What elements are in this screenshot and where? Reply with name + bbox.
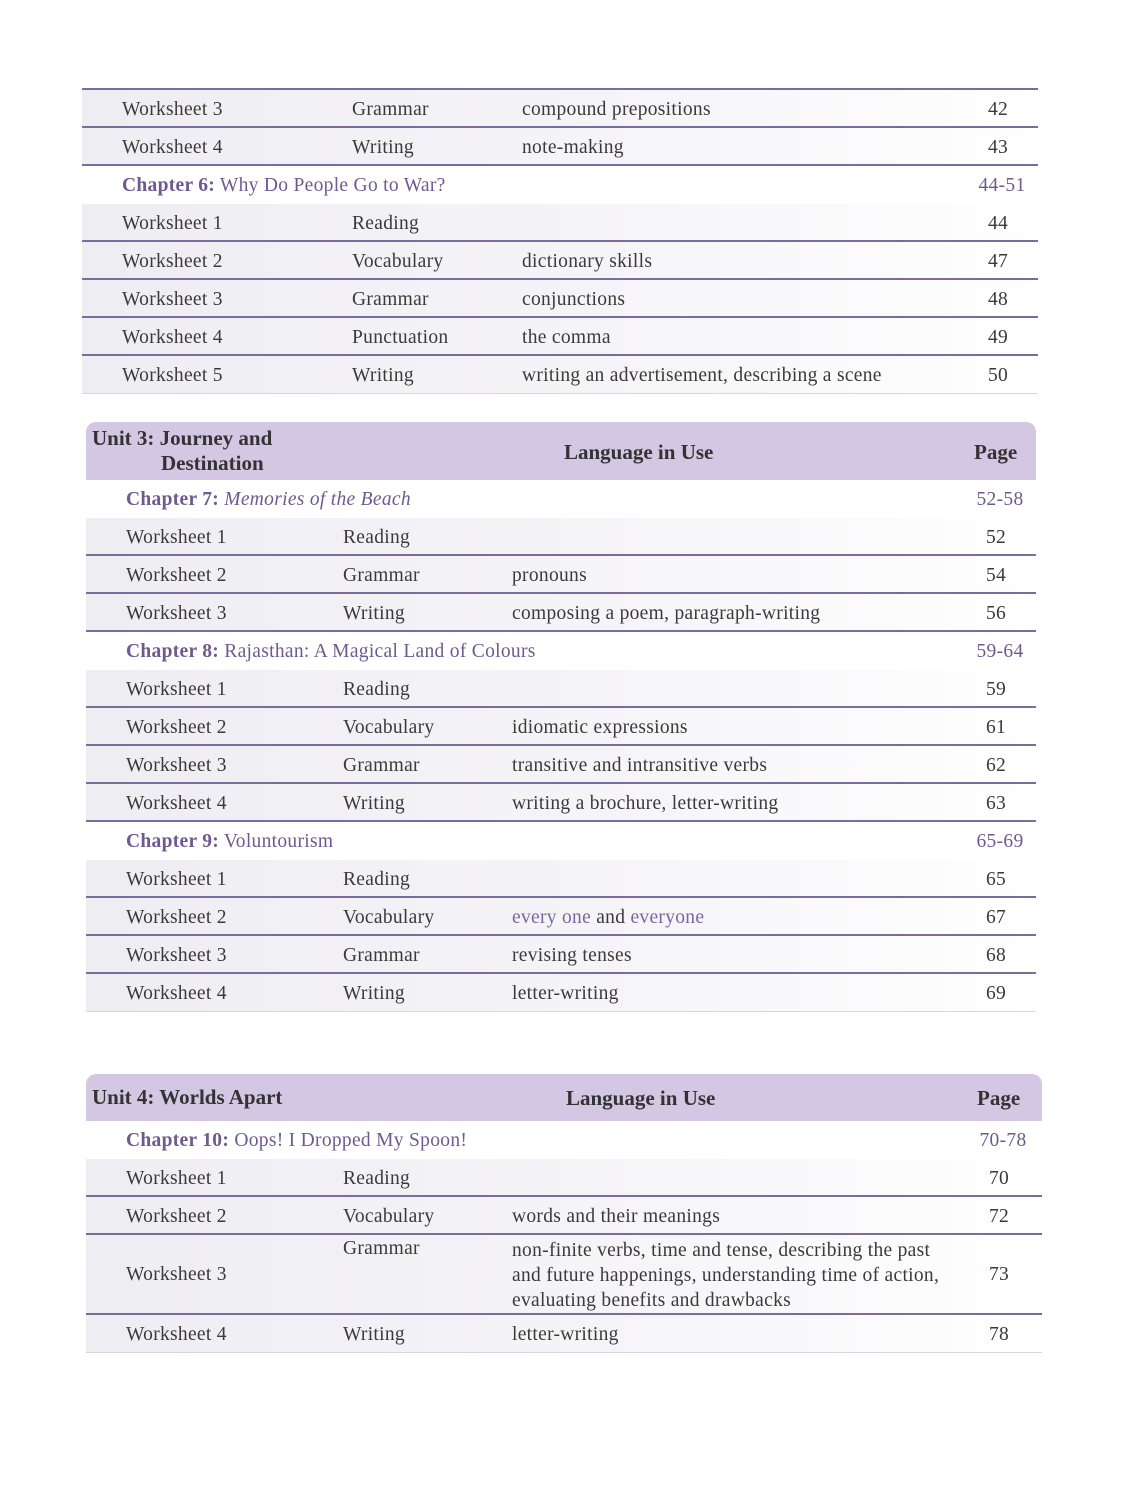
worksheet-label: Worksheet 3 — [126, 603, 227, 624]
worksheet-label: Worksheet 2 — [122, 251, 223, 272]
skill: Reading — [343, 679, 411, 700]
worksheet-label: Worksheet 1 — [126, 1168, 227, 1189]
page-number: 78 — [988, 1324, 1010, 1345]
topic: transitive and intransitive verbs — [512, 755, 768, 776]
worksheet-row[interactable] — [86, 556, 1036, 594]
worksheet-row[interactable] — [86, 594, 1036, 632]
skill: Writing — [343, 793, 405, 814]
page-number: 69 — [985, 983, 1007, 1004]
chapter-title: Memories of the Beach — [224, 489, 411, 510]
page-number: 52 — [985, 527, 1007, 548]
chapter-heading — [126, 1130, 467, 1152]
skill: Writing — [343, 983, 405, 1004]
worksheet-label: Worksheet 3 — [126, 945, 227, 966]
page-range: 70-78 — [979, 1130, 1027, 1151]
skill: Reading — [343, 527, 411, 548]
chapter-heading — [126, 641, 536, 663]
topic: revising tenses — [512, 945, 632, 966]
skill: Writing — [352, 137, 414, 158]
unit-title-line2: Destination — [161, 451, 264, 475]
table-header — [86, 1074, 1042, 1121]
worksheet-row[interactable] — [82, 242, 1038, 280]
skill: Reading — [352, 213, 420, 234]
unit-title — [92, 426, 272, 476]
worksheet-label: Worksheet 1 — [122, 213, 223, 234]
skill: Writing — [352, 365, 414, 386]
chapter-row[interactable] — [86, 822, 1036, 860]
chapter-row[interactable] — [86, 632, 1036, 670]
worksheet-label: Worksheet 2 — [126, 565, 227, 586]
topic — [512, 907, 704, 929]
chapter-number: Chapter 6: — [122, 175, 216, 196]
worksheet-row[interactable] — [82, 318, 1038, 356]
page-number: 61 — [985, 717, 1007, 738]
toc-section-unit3 — [86, 422, 1036, 1012]
language-in-use-heading: Language in Use — [564, 440, 714, 464]
topic: words and their meanings — [512, 1206, 721, 1227]
page-number: 68 — [985, 945, 1007, 966]
chapter-row[interactable] — [82, 166, 1038, 204]
topic: note-making — [522, 137, 624, 158]
worksheet-row[interactable] — [82, 356, 1038, 394]
topic-highlight: everyone — [630, 907, 705, 928]
chapter-number: Chapter 9: — [126, 831, 220, 852]
topic: dictionary skills — [522, 251, 653, 272]
skill: Reading — [343, 869, 411, 890]
worksheet-label: Worksheet 4 — [122, 137, 223, 158]
page-range: 65-69 — [976, 831, 1024, 852]
worksheet-label: Worksheet 4 — [122, 327, 223, 348]
worksheet-row[interactable] — [86, 1197, 1042, 1235]
skill: Writing — [343, 1324, 405, 1345]
page-range: 59-64 — [976, 641, 1024, 662]
page-number: 54 — [985, 565, 1007, 586]
worksheet-row[interactable] — [86, 708, 1036, 746]
page-number: 50 — [987, 365, 1009, 386]
toc-section-unit4 — [86, 1074, 1042, 1353]
page-heading: Page — [977, 1086, 1021, 1110]
worksheet-label: Worksheet 3 — [126, 755, 227, 776]
page-number: 62 — [985, 755, 1007, 776]
page-number: 49 — [987, 327, 1009, 348]
chapter-heading — [126, 831, 333, 853]
topic: compound prepositions — [522, 99, 711, 120]
skill: Vocabulary — [352, 251, 444, 272]
chapter-title: Why Do People Go to War? — [219, 175, 446, 196]
worksheet-row[interactable] — [86, 898, 1036, 936]
page-number: 42 — [987, 99, 1009, 120]
worksheet-label: Worksheet 2 — [126, 907, 227, 928]
skill: Grammar — [352, 289, 429, 310]
chapter-title: Voluntourism — [223, 831, 334, 852]
chapter-title: Rajasthan: A Magical Land of Colours — [224, 641, 536, 662]
worksheet-row[interactable] — [82, 90, 1038, 128]
worksheet-row[interactable] — [86, 670, 1036, 708]
worksheet-row[interactable] — [86, 1159, 1042, 1197]
page-number: 65 — [985, 869, 1007, 890]
page-number: 70 — [988, 1168, 1010, 1189]
skill: Vocabulary — [343, 717, 435, 738]
worksheet-label: Worksheet 5 — [122, 365, 223, 386]
chapter-title: Oops! I Dropped My Spoon! — [234, 1130, 468, 1151]
chapter-heading — [122, 175, 446, 197]
worksheet-label: Worksheet 2 — [126, 717, 227, 738]
worksheet-row[interactable] — [86, 1235, 1042, 1315]
worksheet-row[interactable] — [82, 204, 1038, 242]
skill: Grammar — [343, 565, 420, 586]
unit-title: Unit 4: Worlds Apart — [92, 1085, 283, 1109]
topic: letter-writing — [512, 983, 619, 1004]
skill: Punctuation — [352, 327, 449, 348]
topic: writing a brochure, letter-writing — [512, 793, 779, 814]
page-number: 44 — [987, 213, 1009, 234]
skill: Reading — [343, 1168, 411, 1189]
worksheet-label: Worksheet 4 — [126, 983, 227, 1004]
chapter-number: Chapter 10: — [126, 1130, 230, 1151]
worksheet-label: Worksheet 1 — [126, 527, 227, 548]
page-range: 52-58 — [976, 489, 1024, 510]
worksheet-label: Worksheet 2 — [126, 1206, 227, 1227]
worksheet-label: Worksheet 4 — [126, 793, 227, 814]
chapter-row[interactable] — [86, 480, 1036, 518]
worksheet-row[interactable] — [86, 746, 1036, 784]
worksheet-row[interactable] — [86, 936, 1036, 974]
chapter-row[interactable] — [86, 1121, 1042, 1159]
topic: idiomatic expressions — [512, 717, 688, 738]
worksheet-label: Worksheet 3 — [122, 289, 223, 310]
page-heading: Page — [974, 440, 1018, 464]
page-number: 56 — [985, 603, 1007, 624]
page-number: 48 — [987, 289, 1009, 310]
topic-highlight: every one — [512, 907, 592, 928]
page-range: 44-51 — [978, 175, 1026, 196]
page-number: 43 — [987, 137, 1009, 158]
worksheet-label: Worksheet 1 — [126, 679, 227, 700]
skill: Vocabulary — [343, 907, 435, 928]
page-number: 72 — [988, 1206, 1010, 1227]
chapter-number: Chapter 8: — [126, 641, 220, 662]
worksheet-label: Worksheet 3 — [122, 99, 223, 120]
worksheet-row[interactable] — [86, 974, 1036, 1012]
worksheet-row[interactable] — [86, 860, 1036, 898]
topic: non-finite verbs, time and tense, describing the past and future happenings, understanding time of action, evaluating benefits and drawbacks — [512, 1240, 940, 1311]
skill: Grammar — [343, 755, 420, 776]
worksheet-row[interactable] — [86, 518, 1036, 556]
skill: Grammar — [343, 1238, 420, 1259]
topic: letter-writing — [512, 1324, 619, 1345]
unit-title-line1: Unit 3: Journey and — [92, 426, 273, 450]
table-header — [86, 422, 1036, 480]
worksheet-row[interactable] — [82, 280, 1038, 318]
topic: writing an advertisement, describing a scene — [522, 365, 882, 386]
worksheet-row[interactable] — [82, 128, 1038, 166]
page-number: 67 — [985, 907, 1007, 928]
topic: pronouns — [512, 565, 587, 586]
skill: Writing — [343, 603, 405, 624]
topic-text: and — [591, 907, 631, 928]
page-number: 59 — [985, 679, 1007, 700]
page-number: 63 — [985, 793, 1007, 814]
worksheet-label: Worksheet 4 — [126, 1324, 227, 1345]
topic: the comma — [522, 327, 611, 348]
language-in-use-heading: Language in Use — [566, 1086, 716, 1110]
toc-section-unit2-continued — [82, 88, 1038, 394]
topic: composing a poem, paragraph-writing — [512, 603, 821, 624]
page-number: 47 — [987, 251, 1009, 272]
worksheet-label: Worksheet 1 — [126, 869, 227, 890]
worksheet-row[interactable] — [86, 784, 1036, 822]
topic: conjunctions — [522, 289, 626, 310]
chapter-heading — [126, 489, 411, 511]
worksheet-label: Worksheet 3 — [126, 1264, 227, 1285]
skill: Grammar — [352, 99, 429, 120]
chapter-number: Chapter 7: — [126, 489, 220, 510]
skill: Grammar — [343, 945, 420, 966]
page-number: 73 — [988, 1264, 1010, 1285]
worksheet-row[interactable] — [86, 1315, 1042, 1353]
skill: Vocabulary — [343, 1206, 435, 1227]
